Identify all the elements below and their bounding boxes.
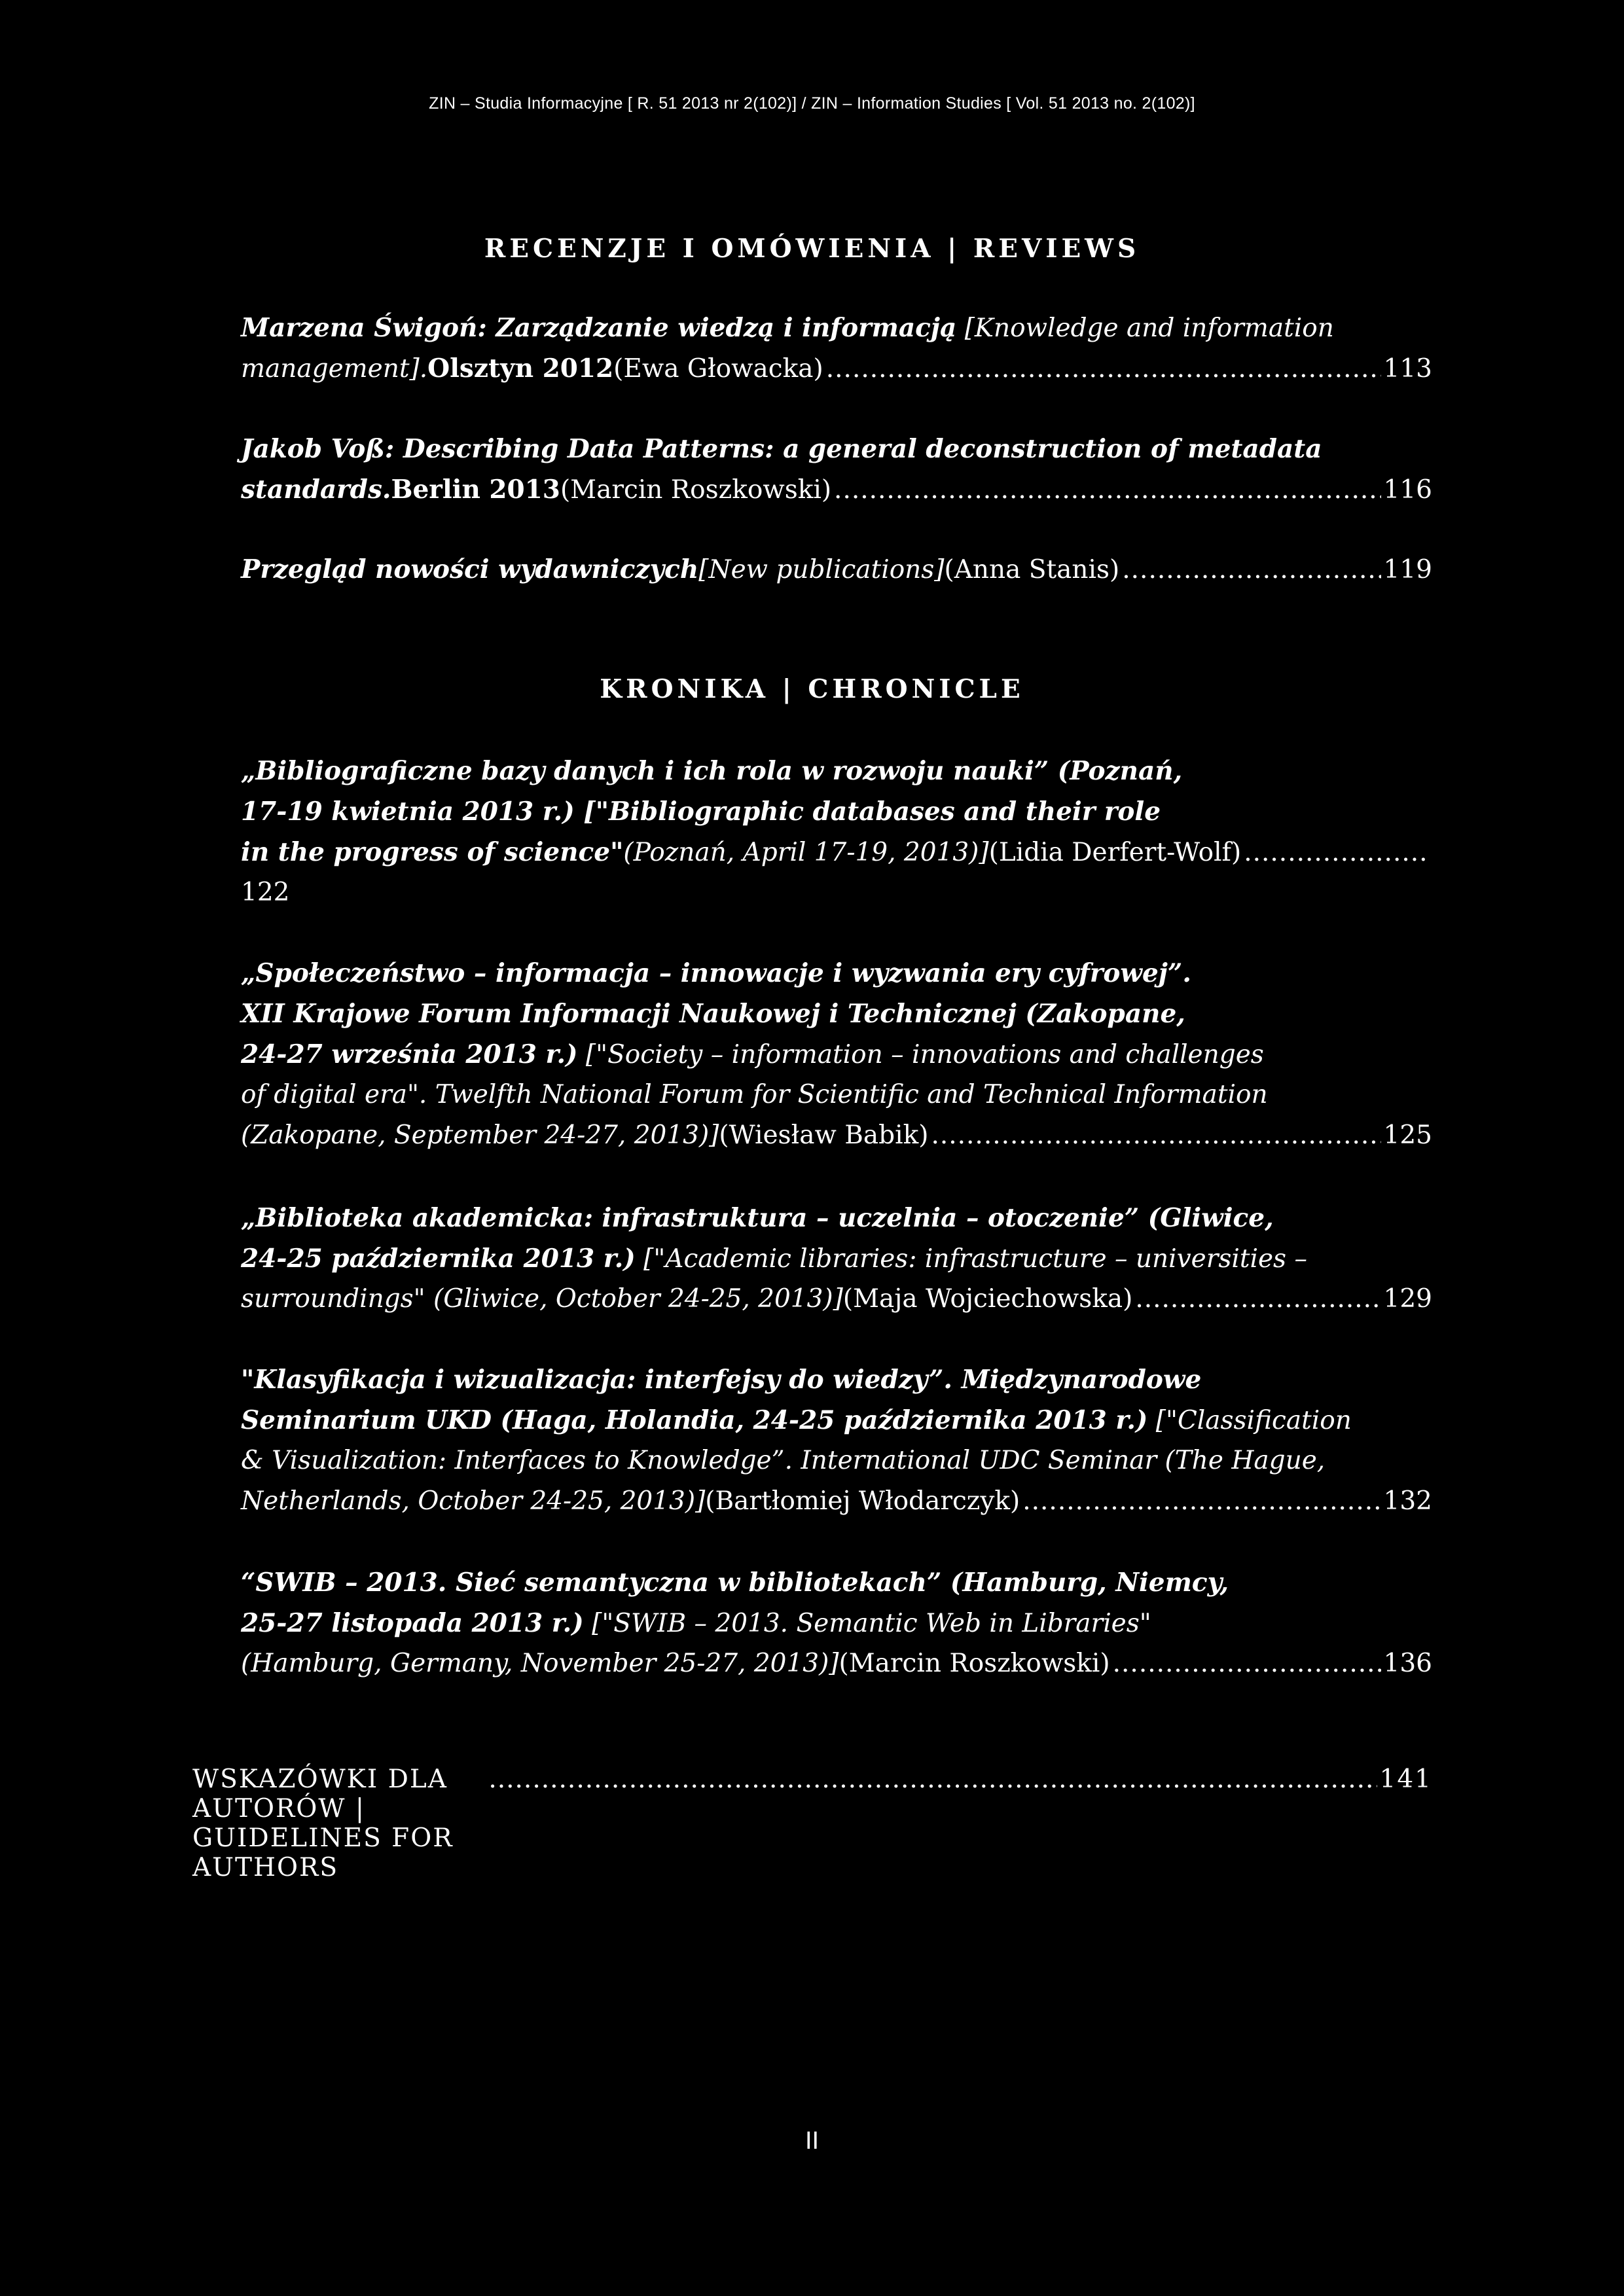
entry-reviewer: (Marcin Roszkowski) (560, 475, 832, 505)
entry-author: (Marcin Roszkowski) (839, 1649, 1110, 1678)
toc-entry-bibliographic-databases (241, 751, 1432, 913)
page-folio: II (804, 2127, 820, 2155)
toc-entry-swigon (241, 308, 1432, 389)
toc-entry-guidelines (192, 1765, 1432, 1882)
entry-title-cont: 24-27 września 2013 r.) (241, 1039, 578, 1069)
dot-leader (488, 1765, 1377, 1794)
toc-entry-voss (241, 429, 1432, 510)
section-heading-reviews: RECENZJE I OMÓWIENIA | REVIEWS (484, 234, 1140, 264)
entry-translation-cont: (Hamburg, Germany, November 25-27, 2013)] (241, 1649, 839, 1678)
entry-translation-cont: Netherlands, October 24-25, 2013)] (241, 1486, 706, 1516)
entry-title-cont: 17-19 kwietnia 2013 r.) ["Bibliographic databases and their role (241, 797, 1161, 827)
page-number: 119 (1383, 555, 1432, 584)
section-heading-chronicle: KRONIKA | CHRONICLE (600, 674, 1024, 704)
entry-title: "Klasyfikacja i wizualizacja: interfejsy do wiedzy”. Międzynarodowe (241, 1365, 1202, 1395)
entry-author: (Wiesław Babik) (719, 1121, 929, 1150)
entry-title-cont: standards. (241, 475, 391, 505)
entry-title-cont: XII Krajowe Forum Informacji Naukowej i Technicznej (Zakopane, (241, 999, 1185, 1029)
entry-translation-cont: & Visualization: Interfaces to Knowledge”. International UDC Seminar (The Hague, (241, 1446, 1326, 1475)
dot-leader (1244, 833, 1430, 873)
entry-author: (Bartłomiej Włodarczyk) (705, 1486, 1020, 1516)
page-number: 129 (1383, 1284, 1432, 1314)
entry-translation: [Knowledge and information (956, 314, 1334, 343)
entry-title: Marzena Świgoń: Zarządzanie wiedzą i informacją (241, 313, 957, 343)
entry-title: „Bibliograficzne bazy danych i ich rola w rozwoju nauki” (Poznań, (241, 756, 1183, 786)
entry-title-cont: 24-25 października 2013 r.) (241, 1244, 636, 1274)
page-number: 125 (1383, 1121, 1432, 1150)
toc-entry-new-publications (241, 549, 1432, 590)
entry-place-date: (Poznań, April 17-19, 2013)] (623, 838, 989, 867)
dot-leader (1122, 550, 1380, 590)
toc-entry-classification-visualization (241, 1359, 1432, 1522)
entry-title: „Biblioteka akademicka: infrastruktura – uczelnia – otoczenie” (Gliwice, (241, 1203, 1274, 1233)
entry-title: “SWIB – 2013. Sieć semantyczna w bibliotekach” (Hamburg, Niemcy, (241, 1568, 1229, 1598)
entry-reviewer: (Ewa Głowacka) (613, 354, 823, 384)
entry-title: Jakob Voß: Describing Data Patterns: a general deconstruction of metadata (241, 434, 1322, 464)
dot-leader (931, 1115, 1380, 1156)
dot-leader (1113, 1643, 1381, 1684)
dot-leader (834, 470, 1381, 511)
entry-translation: ["Academic libraries: infrastructure – universities – (635, 1244, 1307, 1274)
entry-translation: ["Classification (1147, 1406, 1352, 1435)
page-number: 113 (1383, 354, 1432, 384)
toc-entry-society-information (241, 953, 1432, 1156)
running-header: ZIN – Studia Informacyjne [ R. 51 2013 nr 2(102)] / ZIN – Information Studies [ Vol. 51 2013 no. 2(102)] (429, 94, 1195, 113)
page-number: 141 (1379, 1765, 1432, 1794)
entry-translation-cont: of digital era". Twelfth National Forum for Scientific and Technical Information (241, 1080, 1268, 1109)
guidelines-label: WSKAZÓWKI DLA AUTORÓW | GUIDELINES FOR AUTHORS (192, 1765, 454, 1882)
entry-author: (Anna Stanis) (944, 555, 1120, 584)
entry-translation-cont: management]. (241, 354, 428, 384)
entry-translation: ["Society – information – innovations and challenges (577, 1040, 1264, 1069)
entry-place-year: Berlin 2013 (391, 475, 560, 505)
entry-translation: ["SWIB – 2013. Semantic Web in Libraries" (583, 1609, 1151, 1638)
entry-title: Przegląd nowości wydawniczych (241, 554, 699, 584)
entry-title-cont: 25-27 listopada 2013 r.) (241, 1608, 584, 1638)
entry-translation-cont: (Zakopane, September 24-27, 2013)] (241, 1121, 719, 1150)
entry-title-cont: Seminarium UKD (Haga, Holandia, 24-25 października 2013 r.) (241, 1405, 1148, 1435)
entry-title-cont: in the progress of science" (241, 837, 624, 867)
entry-translation: [New publications] (698, 555, 945, 584)
entry-author: (Maja Wojciechowska) (842, 1284, 1133, 1314)
entry-place-year: Olsztyn 2012 (427, 353, 614, 384)
dot-leader (1135, 1279, 1380, 1319)
page-number: 122 (241, 878, 290, 907)
entry-title: „Społeczeństwo – informacja – innowacje i wyzwania ery cyfrowej”. (241, 958, 1191, 988)
toc-entry-swib (241, 1562, 1432, 1684)
dot-leader (1022, 1481, 1380, 1522)
page-number: 116 (1383, 475, 1432, 505)
entry-author: (Lidia Derfert-Wolf) (988, 838, 1242, 867)
entry-translation-cont: surroundings" (Gliwice, October 24-25, 2013)] (241, 1284, 843, 1314)
page-number: 132 (1383, 1486, 1432, 1516)
page-number: 136 (1383, 1649, 1432, 1678)
toc-entry-academic-library (241, 1198, 1432, 1319)
dot-leader (826, 349, 1381, 389)
